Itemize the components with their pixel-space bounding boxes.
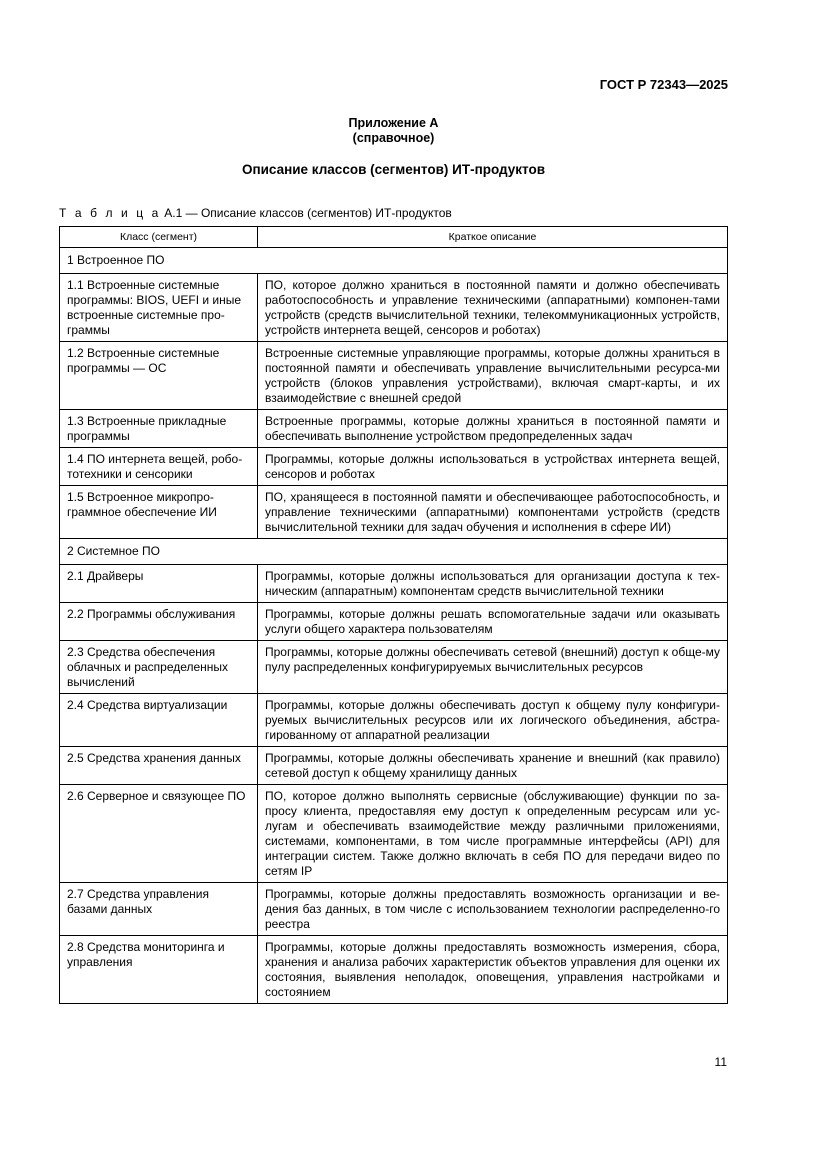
table-caption-prefix: Т а б л и ц а [59,206,161,220]
description-cell: Программы, которые должны использоваться в устройствах интернета вещей, сенсоров и роботах [258,448,728,486]
class-cell: 2.5 Средства хранения данных [60,747,258,785]
class-cell: 2.4 Средства виртуализации [60,694,258,747]
table-row [60,883,728,936]
description-cell: Программы, которые должны решать вспомогательные задачи или оказывать услуги общего характера пользователям [258,603,728,641]
description-cell: ПО, которое должно храниться в постоянной памяти и должно обеспечивать работоспособность и управление техническими (аппаратными) компонен-тами устройств (средств вычислительной техники, телекоммуникационных устройств, устройств интернета вещей, сенсоров и роботах) [258,274,728,342]
class-cell: 1.2 Встроенные системные программы — ОС [60,342,258,410]
group-label: 2 Системное ПО [60,539,728,565]
table-row [60,936,728,1004]
table-header-row [60,227,728,248]
annex-subtitle: (справочное) [352,131,435,145]
class-cell: 2.6 Серверное и связующее ПО [60,785,258,883]
class-cell: 2.1 Драйверы [60,565,258,603]
description-cell: Программы, которые должны обеспечивать сетевой (внешний) доступ к обще-му пулу распределенных конфигурируемых вычислительных ресурсов [258,641,728,694]
description-cell: ПО, которое должно выполнять сервисные (обслуживающие) функции по за-просу клиента, предоставляя ему доступ к определенным ресурсам или ус-лугам и обеспечивать взаимодействие между различными приложениями, системами, компонентами, в том числе программные интерфейсы (API) для интеграции систем. Также должно включать в себя ПО для передачи видео по сетям IP [258,785,728,883]
class-cell: 2.7 Средства управления базами данных [60,883,258,936]
group-row [60,539,728,565]
class-cell: 1.1 Встроенные системные программы: BIOS, UEFI и иные встроенные системные про-граммы [60,274,258,342]
description-cell: Встроенные системные управляющие программы, которые должны храниться в постоянной памяти и обеспечивать управление вычислительными ресурса-ми устройств (блоков управления устройствами), включая смарт-карты, и их взаимодействие с внешней средой [258,342,728,410]
table-row [60,785,728,883]
table-row [60,641,728,694]
section-title: Описание классов (сегментов) ИТ-продуктов [241,162,546,177]
table-row [60,410,728,448]
table-row [60,486,728,539]
table-row [60,565,728,603]
class-cell: 1.5 Встроенное микропро-граммное обеспечение ИИ [60,486,258,539]
table-row [60,694,728,747]
group-row [60,248,728,274]
description-cell: Программы, которые должны использоваться для организации доступа к тех-ническим (аппаратным) компонентам средств вычислительной техники [258,565,728,603]
class-cell: 2.8 Средства мониторинга и управления [60,936,258,1004]
document-code: ГОСТ Р 72343—2025 [599,77,728,92]
table-row [60,274,728,342]
class-cell: 1.4 ПО интернета вещей, робо-тотехники и сенсорики [60,448,258,486]
description-cell: Программы, которые должны предоставлять возможность измерения, сбора, хранения и анализа рабочих характеристик объектов управления для оценки их состояния, выявления неполадок, оповещения, управления настройками и состоянием [258,936,728,1004]
group-label: 1 Встроенное ПО [60,248,728,274]
table-row [60,448,728,486]
table-caption-text: А.1 — Описание классов (сегментов) ИТ-продуктов [160,206,452,220]
class-cell: 1.3 Встроенные прикладные программы [60,410,258,448]
description-cell: Программы, которые должны обеспечивать хранение и внешний (как правило) сетевой доступ к общему хранилищу данных [258,747,728,785]
description-cell: Программы, которые должны обеспечивать доступ к общему пулу конфигури-руемых вычислительных ресурсов или их логического объединения, абстра-гированному от аппаратной реализации [258,694,728,747]
description-cell: Встроенные программы, которые должны храниться в постоянной памяти и обеспечивать выполнение устройством предопределенных задач [258,410,728,448]
class-cell: 2.2 Программы обслуживания [60,603,258,641]
description-cell: ПО, хранящееся в постоянной памяти и обеспечивающее работоспособность, и управление техническими (аппаратными) компонентами устройств (средств вычислительной техники для задач обучения и исполнения в сфере ИИ) [258,486,728,539]
header-class: Класс (сегмент) [60,227,258,248]
class-cell: 2.3 Средства обеспечения облачных и распределенных вычислений [60,641,258,694]
description-cell: Программы, которые должны предоставлять возможность организации и ве-дения баз данных, в том числе с использованием технологии распределенно-го реестра [258,883,728,936]
classes-table [59,226,728,1004]
annex-title: Приложение А [348,116,439,130]
header-description: Краткое описание [258,227,728,248]
table-caption [59,206,452,220]
table-row [60,747,728,785]
page-number: 11 [714,1055,727,1069]
table-row [60,342,728,410]
table-row [60,603,728,641]
